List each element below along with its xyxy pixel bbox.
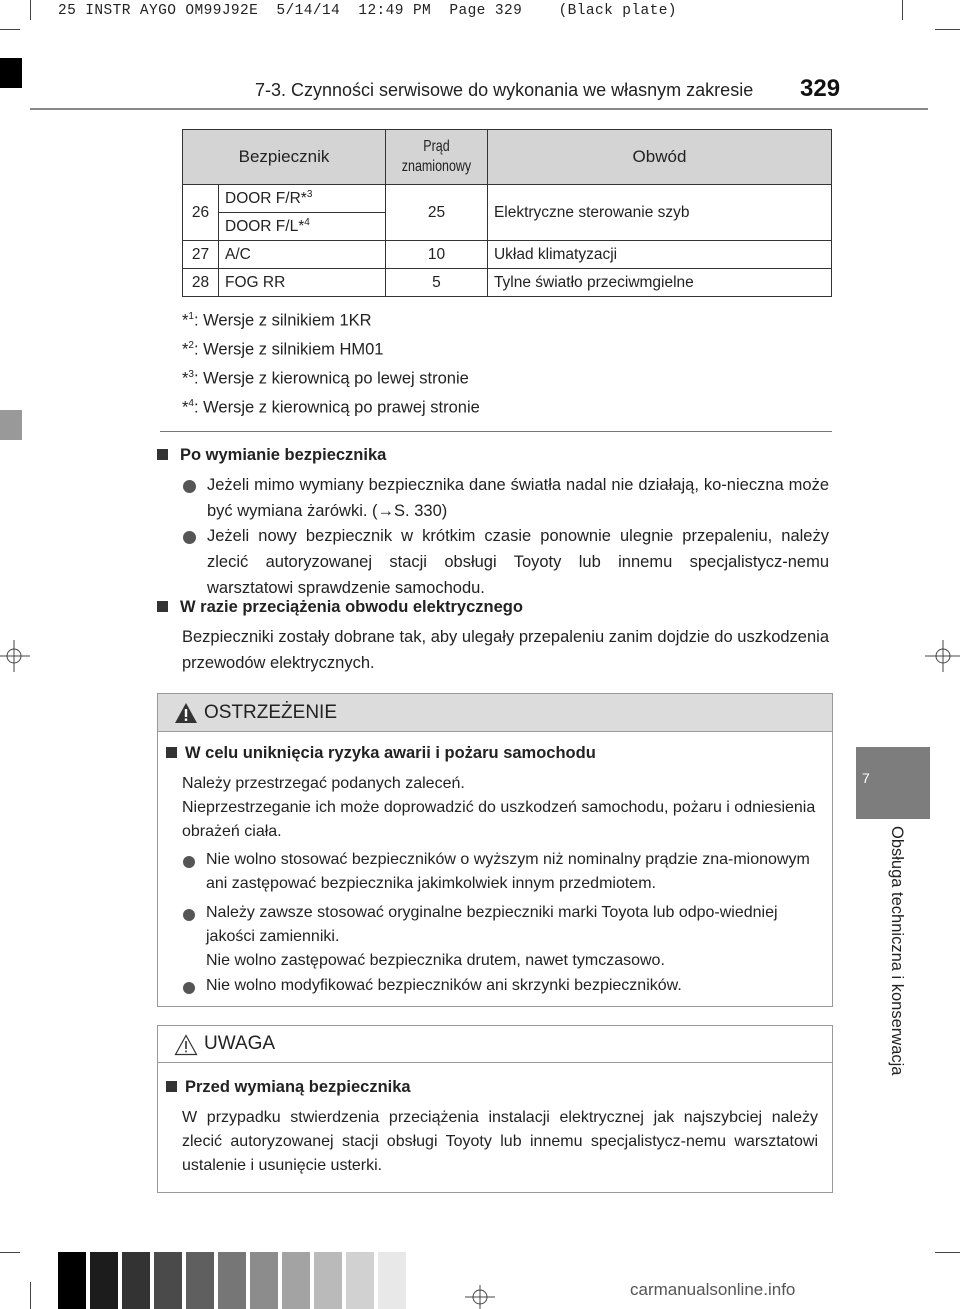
warning-intro: Nieprzestrzeganie ich może doprowadzić do uszkodzeń samochodu, pożaru i odniesienia obrażeń ciała. xyxy=(182,799,816,840)
chapter-number: 7 xyxy=(862,770,870,786)
notice-subheading: Przed wymianą bezpiecznika xyxy=(166,1078,411,1097)
warning-box xyxy=(157,693,833,1007)
warning-intro: Należy przestrzegać podanych zaleceń. xyxy=(182,775,465,792)
bullet-icon xyxy=(183,480,196,493)
section-rule xyxy=(160,431,832,432)
crop-mark xyxy=(935,29,960,30)
crop-mark xyxy=(30,1282,31,1309)
overload-heading: W razie przeciążenia obwodu elektrycznego xyxy=(157,598,523,617)
calibration-swatch xyxy=(346,1252,374,1309)
square-bullet-icon xyxy=(157,601,168,612)
calibration-swatch xyxy=(314,1252,342,1309)
chapter-label: Obsługa techniczna i konserwacja xyxy=(888,826,906,1076)
warning-triangle-icon xyxy=(174,702,198,724)
calibration-swatch xyxy=(58,1252,86,1309)
table-row xyxy=(183,269,832,297)
calibration-swatch xyxy=(282,1252,310,1309)
calibration-swatch xyxy=(154,1252,182,1309)
col-header-circuit: Obwód xyxy=(487,130,831,185)
calibration-swatch xyxy=(122,1252,150,1309)
warning-subheading: W celu uniknięcia ryzyka awarii i pożaru samochodu xyxy=(166,744,596,763)
calibration-swatch xyxy=(186,1252,214,1309)
registration-mark xyxy=(0,634,30,678)
table-row xyxy=(183,241,832,269)
warning-bullet: Nie wolno modyfikować bezpieczników ani skrzynki bezpieczników. xyxy=(206,977,682,994)
footnote: *$^2$: Wersje z silnikiem HM01 xyxy=(182,340,384,359)
black-tab-marker xyxy=(0,58,22,88)
crop-mark xyxy=(902,0,903,20)
notice-header xyxy=(158,1026,832,1063)
registration-mark xyxy=(465,1285,495,1309)
overload-text: Bezpieczniki zostały dobrane tak, aby ulegały przepaleniu zanim dojdzie do uszkodzenia przewodów elektrycznych. xyxy=(182,628,829,672)
square-bullet-icon xyxy=(166,1081,177,1092)
calibration-swatch xyxy=(250,1252,278,1309)
notice-title: UWAGA xyxy=(204,1033,276,1054)
footnote: *$^3$: Wersje z kierownicą po lewej stronie xyxy=(182,369,469,388)
watermark: carmanualsonline.info xyxy=(630,1280,796,1299)
page-number: 329 xyxy=(800,75,841,102)
fuse-circuit: Elektryczne sterowanie szyb xyxy=(487,185,831,241)
col-header-rating: Prąd znamionowy xyxy=(386,130,488,185)
footnote: *$^1$: Wersje z silnikiem 1KR xyxy=(182,311,372,330)
crop-mark xyxy=(935,1252,960,1253)
fuse-table xyxy=(182,129,832,297)
fuse-circuit: Tylne światło przeciwmgielne xyxy=(487,269,831,297)
footnote: *$^4$: Wersje z kierownicą po prawej stronie xyxy=(182,398,480,417)
bullet-icon xyxy=(183,909,195,921)
warning-bullet-continued: Nie wolno zastępować bezpiecznika drutem, nawet tymczasowo. xyxy=(206,952,665,969)
fuse-circuit: Układ klimatyzacji xyxy=(487,241,831,269)
fuse-number: 28 xyxy=(183,269,219,297)
print-slug: 25 INSTR AYGO OM99J92E 5/14/14 12:49 PM Page 329 (Black plate) xyxy=(58,3,677,19)
fuse-name: A/C xyxy=(219,241,386,269)
warning-bullet: Nie wolno stosować bezpieczników o wyższym niż nominalny prądzie zna-mionowym ani zastępować bezpiecznika jakimkolwiek innym przedmiotem. xyxy=(206,851,810,892)
bullet-icon xyxy=(183,856,195,868)
crop-mark xyxy=(30,0,31,20)
fuse-name: DOOR F/R*$^3$ xyxy=(219,185,386,213)
col-header-fuse: Bezpiecznik xyxy=(183,130,386,185)
fuse-name: DOOR F/L*$^4$ xyxy=(219,213,386,241)
warning-title: OSTRZEŻENIE xyxy=(204,702,338,723)
after-replace-heading: Po wymianie bezpiecznika xyxy=(157,446,386,465)
table-header-row xyxy=(183,130,832,185)
after-replace-bullet: Jeżeli nowy bezpiecznik w krótkim czasie ponownie ulegnie przepaleniu, należy zlecić autoryzowanej stacji obsługi Toyoty lub innemu specjalistycz-nemu warsztatowi sprawdzenie samochodu. xyxy=(207,527,829,597)
fuse-name: FOG RR xyxy=(219,269,386,297)
bullet-icon xyxy=(183,982,195,994)
caution-triangle-icon xyxy=(174,1034,198,1056)
notice-box xyxy=(157,1025,833,1193)
fuse-number: 26 xyxy=(183,185,219,241)
bullet-icon xyxy=(183,531,196,544)
fuse-rating: 25 xyxy=(386,185,488,241)
registration-mark xyxy=(925,634,960,678)
calibration-swatch xyxy=(90,1252,118,1309)
table-row xyxy=(183,185,832,213)
calibration-swatch xyxy=(218,1252,246,1309)
fuse-rating: 10 xyxy=(386,241,488,269)
square-bullet-icon xyxy=(157,449,168,460)
calibration-swatch xyxy=(378,1252,406,1309)
warning-bullet: Należy zawsze stosować oryginalne bezpieczniki marki Toyota lub odpo-wiedniej jakości zamienniki. xyxy=(206,904,778,945)
fuse-rating: 5 xyxy=(386,269,488,297)
fuse-number: 27 xyxy=(183,241,219,269)
warning-header xyxy=(158,694,832,732)
grey-tab-marker xyxy=(0,410,22,440)
notice-text: W przypadku stwierdzenia przeciążenia instalacji elektrycznej jak najszybciej należy zlecić autoryzowanej stacji obsługi Toyoty lub innemu specjalistycz-nemu warsztatowi ustalenie i usunięcie usterki. xyxy=(182,1109,818,1174)
square-bullet-icon xyxy=(166,747,177,758)
header-rule xyxy=(30,108,928,110)
section-header: 7-3. Czynności serwisowe do wykonania we własnym zakresie xyxy=(255,80,754,100)
crop-mark xyxy=(0,1252,20,1253)
after-replace-bullet: Jeżeli mimo wymiany bezpiecznika dane światła nadal nie działają, ko-nieczna może być wymiana żarówki. (→S. 330) xyxy=(207,476,829,520)
crop-mark xyxy=(0,29,20,30)
